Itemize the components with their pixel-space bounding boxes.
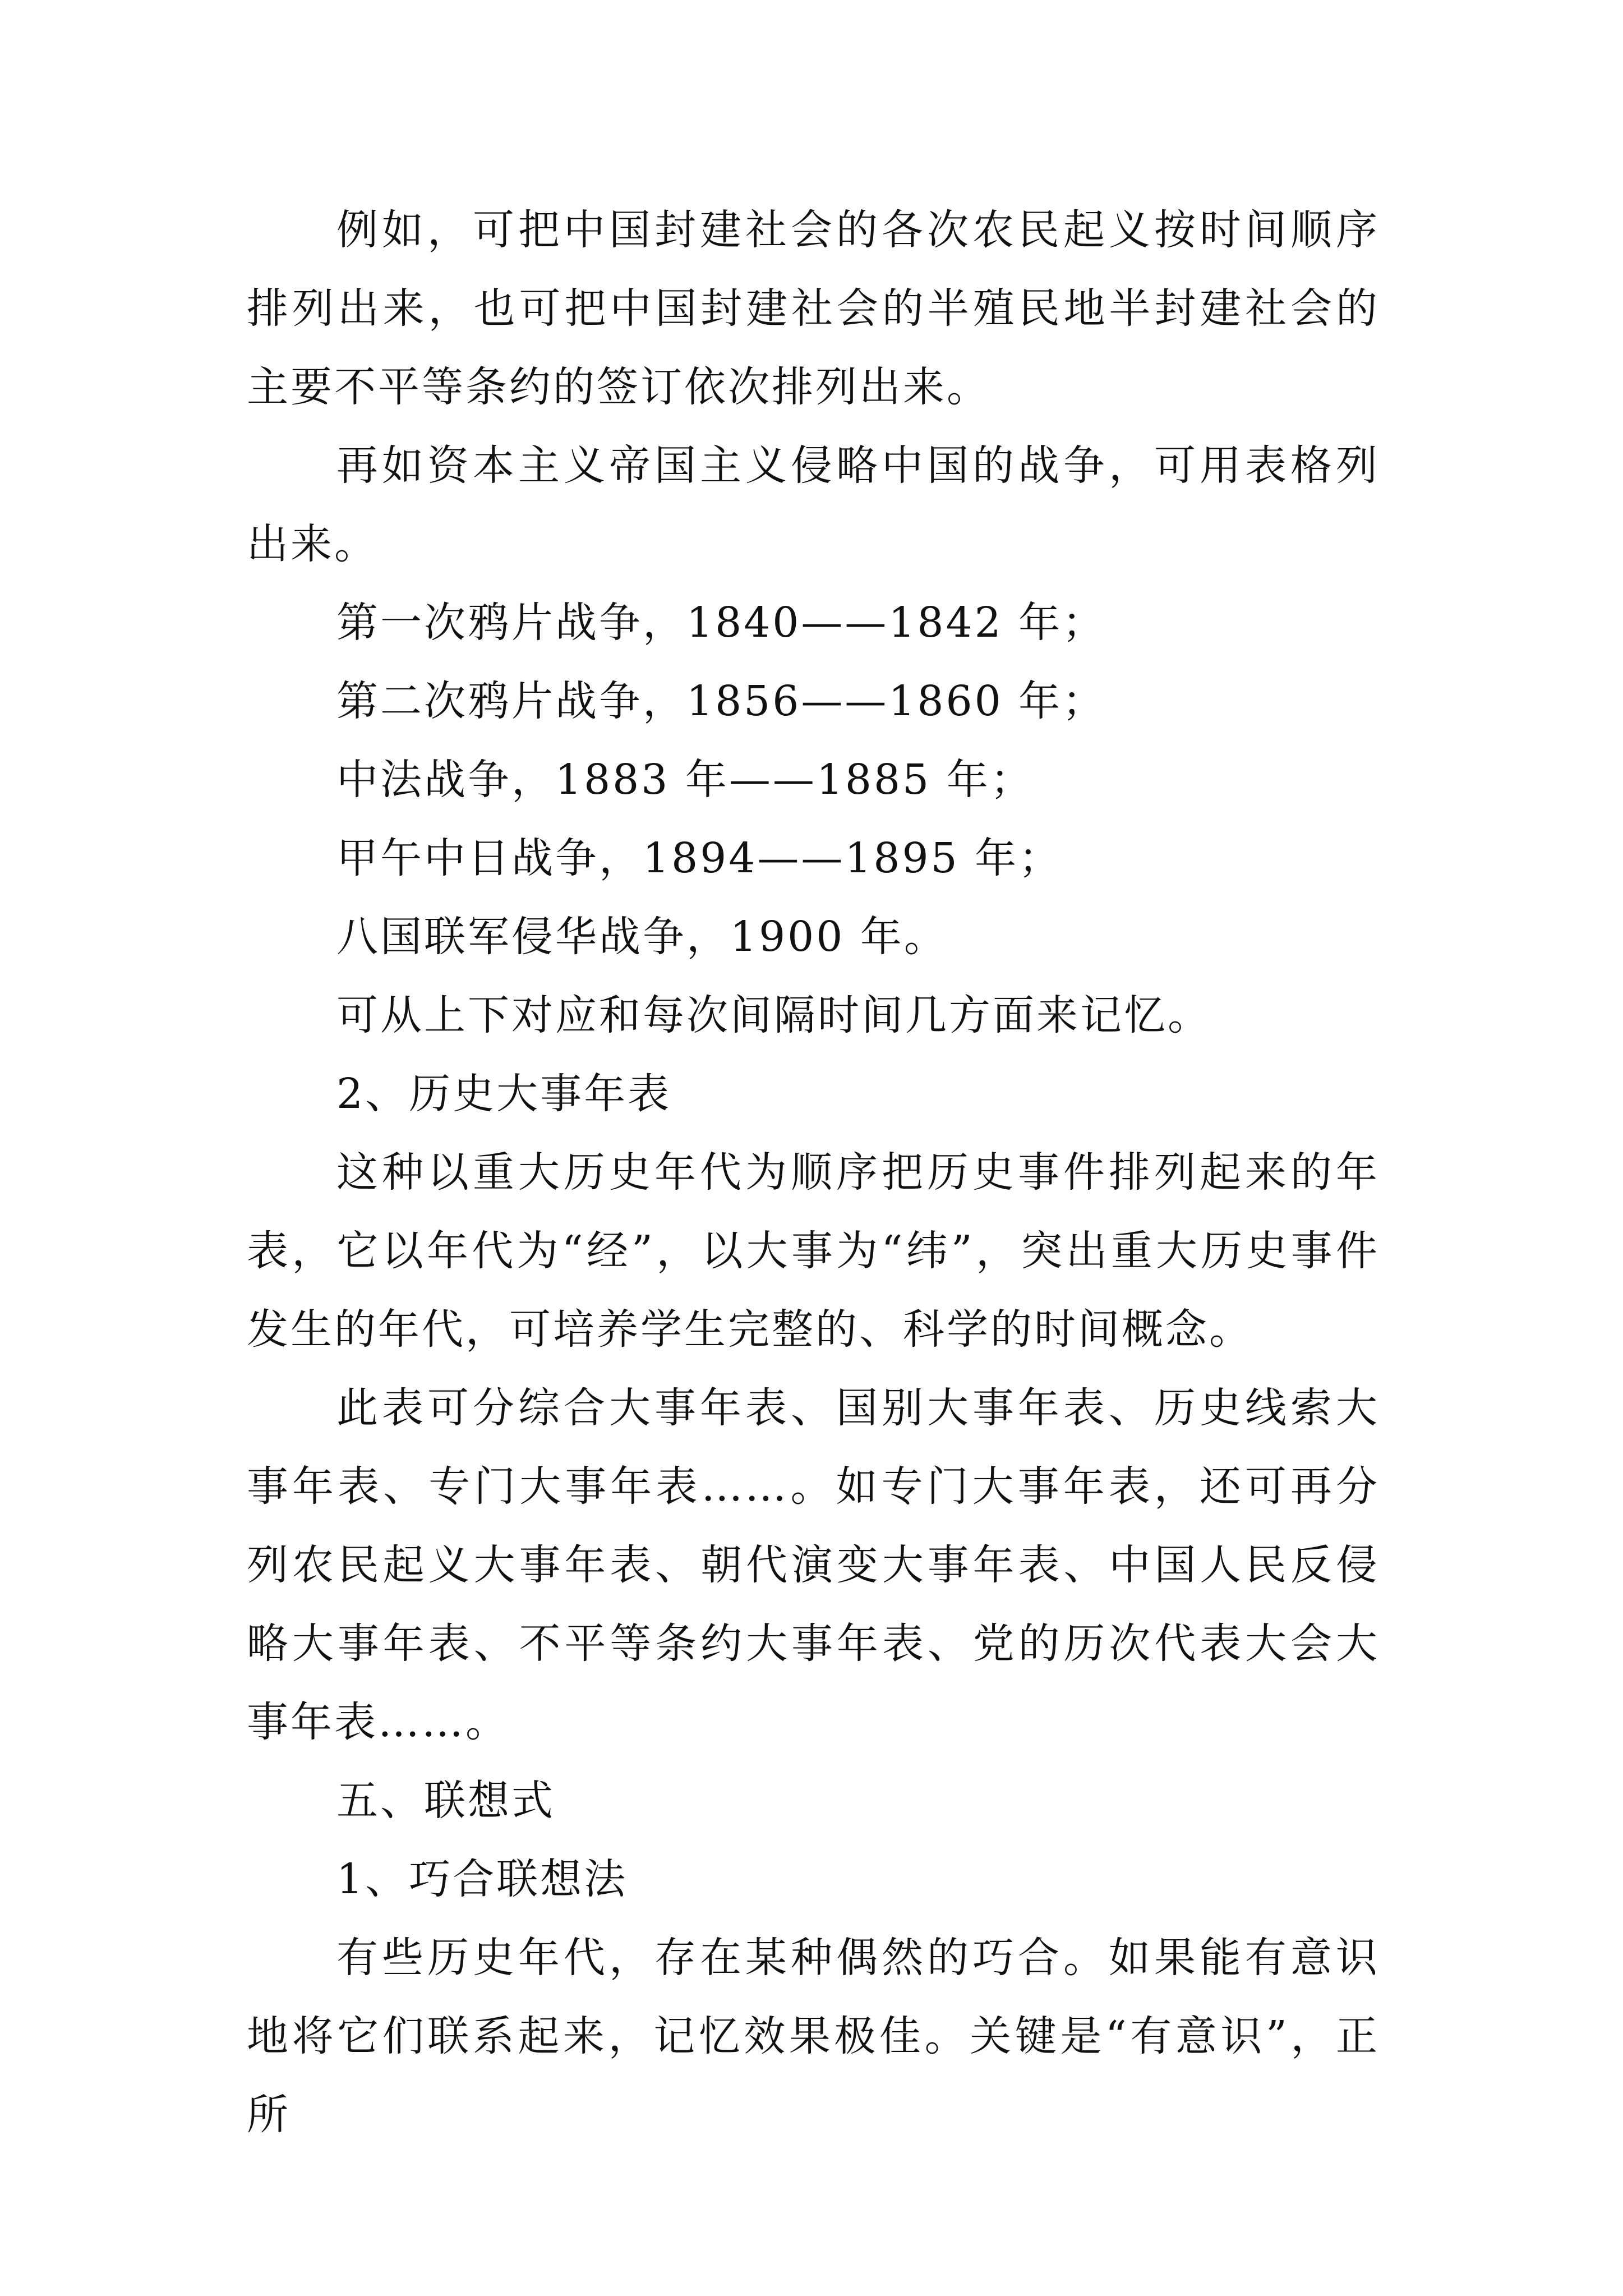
paragraph-chronology-types: 此表可分综合大事年表、国别大事年表、历史线索大事年表、专门大事年表……。如专门大事年表，还可再分列农民起义大事年表、朝代演变大事年表、中国人民反侵略大事年表、不平等条约大事年表、党的历次代表大会大事年表……。 [247,1384,1380,1746]
paragraph-memory-tip: 可从上下对应和每次间隔时间几方面来记忆。 [336,991,1211,1039]
paragraph-imperialist-wars-intro: 再如资本主义帝国主义侵略中国的战争，可用表格列出来。 [247,441,1380,568]
list-item-sino-japanese-war: 甲午中日战争，1894——1895 年； [336,834,1063,882]
section-heading-association: 五、联想式 [336,1777,555,1825]
list-item-eight-nation-alliance: 八国联军侵华战争，1900 年。 [336,913,948,961]
section-heading-coincidence-method: 1、巧合联想法 [336,1855,628,1903]
document-body [247,191,1380,2154]
paragraph-peasant-uprisings: 例如，可把中国封建社会的各次农民起义按时间顺序排列出来，也可把中国封建社会的半殖民地半封建社会的主要不平等条约的签订依次排列出来。 [247,206,1380,411]
list-item-sino-french-war: 中法战争，1883 年——1885 年； [336,756,1034,804]
paragraph-coincidence-description: 有些历史年代，存在某种偶然的巧合。如果能有意识地将它们联系起来，记忆效果极佳。关键是“有意识”，正所 [247,1934,1380,2139]
list-item-second-opium-war: 第二次鸦片战争，1856——1860 年； [336,677,1106,725]
paragraph-chronology-description: 这种以重大历史年代为顺序把历史事件排列起来的年表，它以年代为“经”，以大事为“纬”，突出重大历史事件发生的年代，可培养学生完整的、科学的时间概念。 [247,1148,1380,1354]
section-heading-chronology: 2、历史大事年表 [336,1070,672,1118]
list-item-first-opium-war: 第一次鸦片战争，1840——1842 年； [336,599,1106,647]
